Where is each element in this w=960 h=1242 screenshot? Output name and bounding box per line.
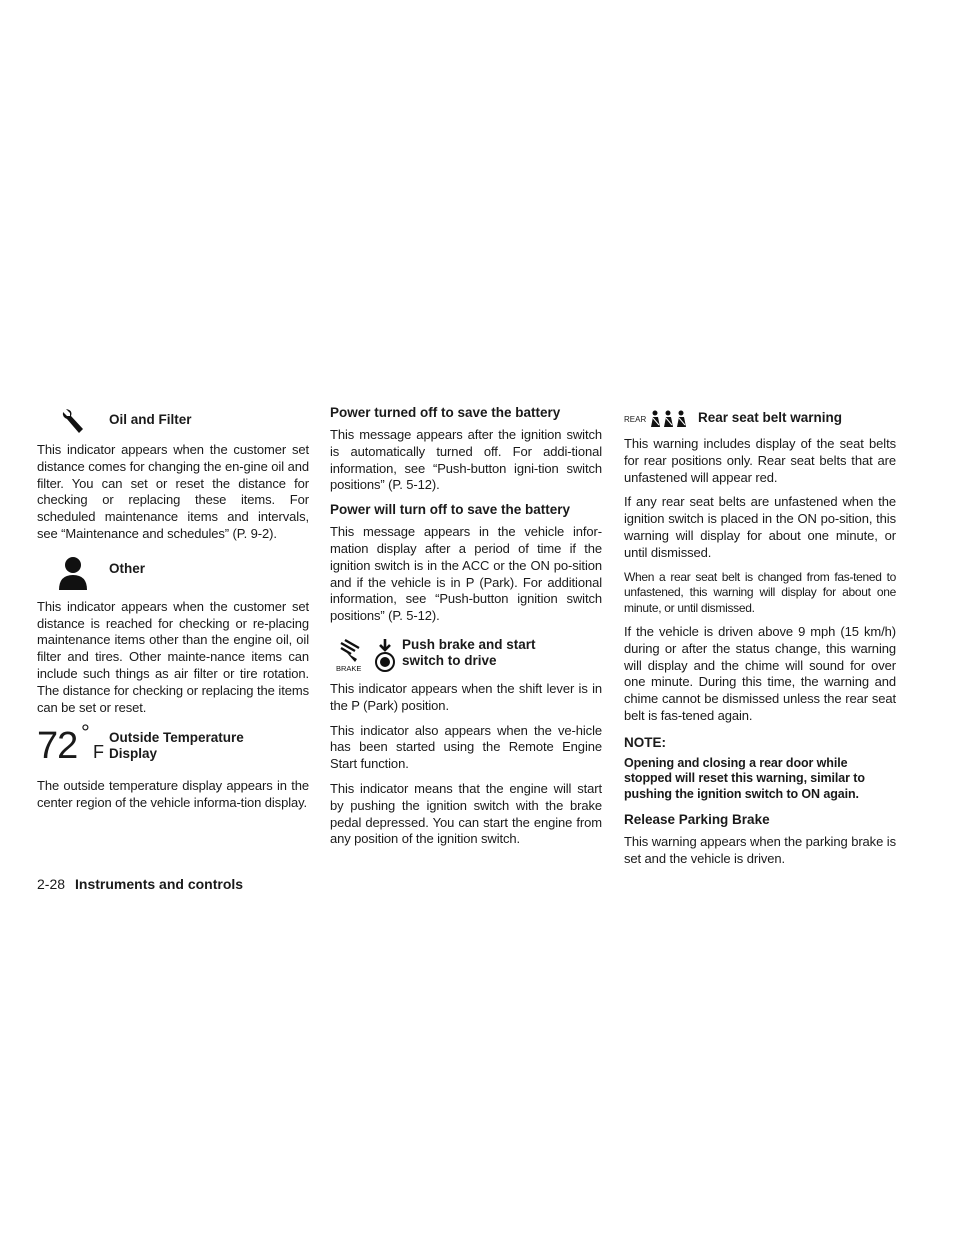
- brake-icon: [330, 637, 402, 673]
- push-brake-title: [402, 637, 536, 669]
- other-heading: [37, 555, 309, 591]
- rear-seatbelt-body-1: This warning includes display of the seat belts for rear positions only. Rear seat belts that are unfastened will appear red.: [624, 436, 896, 485]
- page-footer: [37, 876, 243, 892]
- release-parking-brake-title: Release Parking Brake: [624, 812, 770, 828]
- push-brake-body-1: This indicator appears when the shift lever is in the P (Park) position.: [330, 680, 602, 713]
- column-2: [330, 405, 602, 856]
- note-title: NOTE:: [624, 734, 666, 750]
- temperature-body: The outside temperature display appears in the center region of the vehicle informa-tion display.: [37, 778, 309, 811]
- power-will-body: This message appears in the vehicle infor-mation display after a period of time if the ignition switch is in the ACC or the ON po-sition and if the vehicle is in P (Park). For additional information, see “Push-button ignition switch positions” (P. 5-12).: [330, 524, 602, 624]
- push-brake-body-2: This indicator also appears when the ve-hicle has been started using the Remote Engine Start function.: [330, 722, 602, 772]
- push-brake-body-3: This indicator means that the engine will start by pushing the ignition switch with the brake pedal depressed. You can start the engine from any position of the ignition switch.: [330, 780, 602, 847]
- push-brake-title-line-2: switch to drive: [402, 652, 497, 668]
- power-will-title: Power will turn off to save the battery: [330, 502, 571, 518]
- temperature-title-line-2: Display: [109, 746, 158, 762]
- oil-filter-title: Oil and Filter: [109, 412, 192, 427]
- push-brake-title-line-1: Push brake and start: [402, 636, 536, 652]
- note-body: Opening and closing a rear door while stopped will reset this warning, similar to pushing the ignition switch to ON again.: [624, 755, 865, 801]
- rear-seatbelt-body-4: If the vehicle is driven above 9 mph (15 km/h) during or after the status change, this warning will display and the chime will sound for over one minute. During this time, the warning and chime cannot be dismissed unless the rear seat belt is fas-tened again.: [624, 624, 896, 724]
- column-3: [624, 408, 896, 876]
- page-number: 2-28: [37, 876, 66, 892]
- column-1: [37, 408, 309, 820]
- temperature-degree: °: [81, 720, 90, 746]
- oil-filter-body: This indicator appears when the customer set distance comes for changing the en-gine oil and filter. You can set or reset the distance for checking or replacing these items. For scheduled maintenance items and intervals, see “Maintenance and schedules” (P. 9-2).: [37, 442, 309, 541]
- release-parking-brake-body: This warning appears when the parking brake is set and the vehicle is driven.: [624, 834, 896, 867]
- rear-seatbelt-body-2: If any rear seat belts are unfastened when the ignition switch is placed in the ON po-sition, this warning will display for about one minute, or until dismissed.: [624, 494, 896, 560]
- rear-seatbelt-title: Rear seat belt warning: [698, 410, 843, 425]
- temperature-icon: [37, 720, 109, 770]
- push-brake-heading: [330, 637, 602, 673]
- other-title: Other: [109, 560, 146, 576]
- oil-filter-heading: [37, 408, 309, 434]
- rear-seatbelt-heading: [624, 408, 896, 430]
- brake-icon-label: BRAKE: [336, 663, 362, 673]
- temperature-title: [109, 730, 244, 762]
- seatbelt-icon-label: REAR: [624, 414, 647, 424]
- section-title: Instruments and controls: [75, 876, 244, 892]
- wrench-icon: [37, 408, 109, 434]
- other-body: This indicator appears when the customer set distance is reached for checking or re-placing maintenance items other than the engine oil, oil filter and tires. Other mainte-nance items can include such things as air filter or tire rotation. The distance for checking or replacing the items can be set or reset.: [37, 598, 309, 715]
- temperature-value: 72: [37, 725, 78, 768]
- power-off-title: Power turned off to save the battery: [330, 405, 561, 420]
- temperature-heading: [37, 720, 309, 770]
- power-off-body: This message appears after the ignition switch is automatically turned off. For addi-tional information, see “Push-button igni-tion switch positions” (P. 5-12).: [330, 427, 602, 493]
- person-icon: [37, 555, 109, 591]
- rear-seatbelt-body-3: When a rear seat belt is changed from fas-tened to unfastened, this warning will display for about one minute, or until dismissed.: [624, 569, 896, 615]
- temperature-unit: F: [93, 742, 104, 763]
- temperature-title-line-1: Outside Temperature: [109, 730, 244, 746]
- seatbelt-icon: [624, 408, 698, 430]
